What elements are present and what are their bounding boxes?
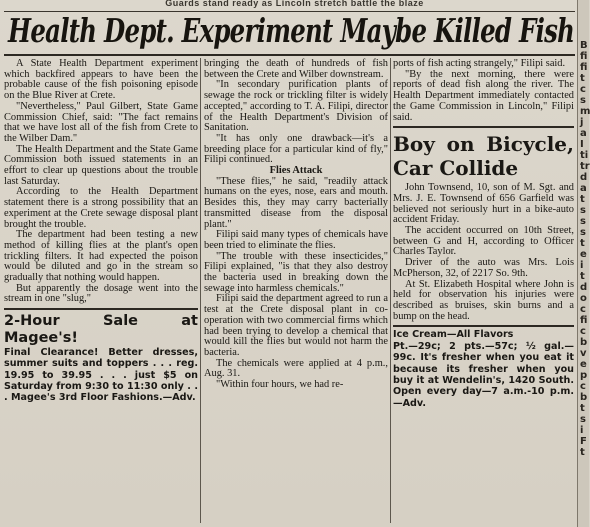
- edge-fragment-text: I: [580, 139, 584, 150]
- edge-fragment-text: b: [580, 337, 588, 348]
- ice-cream-ad-body: Pt.—29c; 2 pts.—57c; ½ gal.—99c. It's fresher when you eat it because its fresher when you buy it at Wendelin's, 1420 South. Open every day—7 a.m.-10 p.m.—Adv.: [393, 340, 574, 409]
- edge-fragment-text: F: [580, 436, 587, 447]
- edge-fragment-text: t: [580, 238, 585, 249]
- headline-rule: [4, 54, 575, 56]
- edge-fragment-text: e: [580, 359, 587, 370]
- edge-fragment-text: d: [580, 282, 588, 293]
- bicycle-story-paragraph: John Townsend, 10, son of M. Sgt. and Mrs. J. E. Townsend of 656 Garfield was believed not seriously hurt in a bike-auto accident Friday.: [393, 182, 574, 226]
- main-headline: Health Dept. Experiment Maybe Killed Fish: [8, 11, 575, 50]
- section-rule: [393, 325, 574, 327]
- article-paragraph: ports of fish acting strangely," Filipi said.: [393, 58, 566, 69]
- edge-fragment-text: o: [580, 293, 587, 304]
- magees-ad: [4, 308, 198, 403]
- edge-fragment-text: t: [580, 403, 585, 414]
- article-paragraph: "It has only one drawback—it's a breeding place for a particular kind of fly," Filipi continued.: [204, 132, 388, 166]
- edge-fragment-text: c: [580, 304, 586, 315]
- edge-fragment-text: j: [580, 117, 584, 128]
- article-column-1: [4, 59, 198, 404]
- edge-fragment-text: t: [580, 73, 585, 84]
- edge-fragment-text: t: [580, 447, 585, 458]
- edge-fragment-text: fi: [580, 51, 588, 62]
- edge-fragment-text: fi: [580, 315, 588, 326]
- column-rule-2: [390, 58, 391, 523]
- article-column-2: [204, 59, 388, 391]
- article-paragraph: "Nevertheless," Paul Gilbert, State Game Commission Chief, said: "The fact remains that we have lost all of the fish from Crete to the Wilber Dam.": [4, 100, 198, 144]
- article-paragraph: The department had been testing a new method of killing flies at the plant's open trickling filters. It had expected the poison would be diluted and go in the stream so gradually that nothing would happen.: [4, 229, 198, 284]
- edge-fragment-text: s: [580, 95, 586, 106]
- magees-ad-body: Final Clearance! Better dresses, summer suits and toppers . . . reg. 19.95 to 39.95 . . . just $5 on Saturday from 9:30 to 11:30 only . . . Magee's 3rd Floor Fashions.—Adv.: [4, 347, 198, 404]
- edge-fragment-text: i: [580, 260, 584, 271]
- edge-fragment-text: c: [580, 326, 586, 337]
- edge-fragment-text: s: [580, 414, 586, 425]
- ice-cream-ad: [393, 329, 574, 409]
- edge-fragment-text: m: [580, 106, 590, 117]
- article-paragraph: bringing the death of hundreds of fish between the Crete and Wilber downstream.: [204, 58, 388, 80]
- edge-fragment-text: a: [580, 128, 587, 139]
- edge-fragment-text: e: [580, 249, 587, 260]
- edge-fragment-text: d: [580, 172, 588, 183]
- article-paragraph: The Health Department and the State Game Commission both issued statements in an effort to clear up questions about the trouble last Saturday.: [4, 143, 198, 187]
- article-paragraph: "These flies," he said, "readily attack humans on the eyes, nose, ears and mouth. Besides this, they may carry bacterially transmitted disease from the disposal plant.": [204, 175, 388, 230]
- article-paragraph: According to the Health Department statement there is a strong possibility that an experiment at the Crete sewage disposal plant brought the trouble.: [4, 186, 198, 230]
- ice-cream-ad-headline: Ice Cream—All Flavors: [393, 329, 514, 341]
- edge-fragment-text: b: [580, 392, 588, 403]
- edge-fragment-text: ti: [580, 150, 589, 161]
- article-paragraph: "In secondary purification plants of sewage the rock or trickling filter is widely accepted," according to T. A. Filipi, director of the Health Department's Division of Sanitation.: [204, 79, 388, 134]
- edge-fragment-text: s: [580, 216, 586, 227]
- bicycle-story-headline: Boy on Bicycle, Car Collide: [393, 132, 574, 181]
- column-rule-1: [200, 58, 201, 523]
- article-paragraph: "The trouble with these insecticides," Filipi explained, "is that they also destroy the bacteria used in breaking down the sewage into harmless chemicals.": [204, 250, 388, 294]
- article-paragraph: The chemicals were applied at 4 p.m., Aug. 31.: [204, 357, 388, 380]
- article-paragraph: Filipi said the department agreed to run a test at the Crete disposal plant in co-operation with two commercial firms which had been trying to develop a chemical that would kill the flies but would not harm the bacteria.: [204, 293, 388, 358]
- edge-fragment-text: a: [580, 183, 587, 194]
- bicycle-story-paragraph: The accident occurred on 10th Street, between G and H, according to Officer Charles Taylor.: [393, 225, 574, 258]
- article-subhead: Flies Attack: [269, 165, 323, 177]
- edge-fragment-text: c: [580, 381, 586, 392]
- magees-ad-headline: 2-Hour Sale at Magee's!: [4, 313, 198, 347]
- edge-fragment-text: p: [580, 370, 588, 381]
- edge-fragment-text: s: [580, 205, 586, 216]
- top-cut-headline: Guards stand ready as Lincoln stretch battle the blaze: [165, 0, 424, 8]
- edge-fragment-text: i: [580, 425, 584, 436]
- edge-fragment-text: c: [580, 84, 586, 95]
- article-paragraph: "By the next morning, there were reports of dead fish along the river. The Health Department immediately contacted the Game Commission in Lincoln," Filipi said.: [393, 68, 574, 123]
- edge-fragment-text: fi: [580, 62, 588, 73]
- article-paragraph: "Within four hours, we had re-: [216, 379, 344, 391]
- bicycle-story-paragraph: At St. Elizabeth Hospital where John is held for observation his injuries were described as bruises, skin burns and a bump on the head.: [393, 278, 574, 322]
- article-column-3: [393, 59, 574, 409]
- edge-fragment-text: B: [580, 40, 588, 51]
- section-rule: [393, 126, 574, 128]
- article-paragraph: A State Health Department experiment which backfired appears to have been the probable cause of the fish poisoning episode on the Blue River at Crete.: [4, 58, 198, 102]
- edge-fragment-text: t: [580, 271, 585, 282]
- edge-fragment-text: t: [580, 194, 585, 205]
- edge-fragment-text: tr: [580, 161, 590, 172]
- article-paragraph: But apparently the dosage went into the stream in one "slug,": [4, 282, 198, 305]
- edge-fragment-text: v: [580, 348, 587, 359]
- adjacent-column-fragment: [577, 0, 589, 527]
- bicycle-story-paragraph: Driver of the auto was Mrs. Lois McPherson, 32, of 2217 So. 9th.: [393, 257, 574, 279]
- article-paragraph: Filipi said many types of chemicals have been tried to eliminate the flies.: [204, 229, 388, 251]
- edge-fragment-text: s: [580, 227, 586, 238]
